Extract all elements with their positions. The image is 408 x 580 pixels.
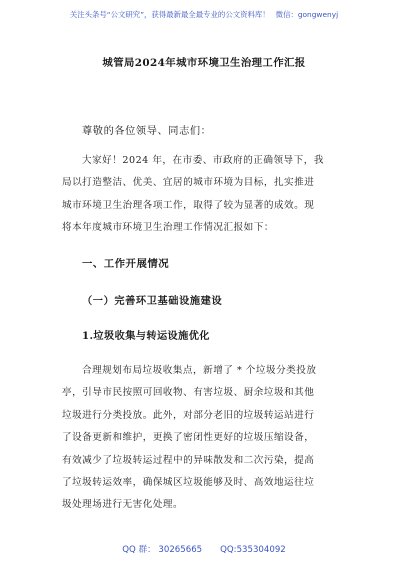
body-line: 了垃圾转运效率，确保城区垃圾能够及时、高效地运往垃	[62, 476, 315, 488]
intro-line-last: 将本年度城市环境卫生治理工作情况汇报如下：	[62, 222, 274, 234]
intro-line: 局以打造整洁、优美、宜居的城市环境为目标，扎实推进	[62, 177, 315, 189]
promo-banner-text: 关注头条号“公文研究”，获得最新最全最专业的公文资料库！	[69, 10, 270, 19]
promo-banner-wechat: 微信：gongwenyj	[275, 10, 339, 19]
footer-qq-group: QQ 群： 30265665	[122, 545, 203, 555]
item-heading: 1.垃圾收集与转运设施优化	[82, 330, 210, 342]
body-paragraph	[62, 360, 352, 517]
body-line-first: 合理规划布局垃圾收集点，新增了 * 个垃圾分类投放	[82, 365, 317, 376]
section-heading-1: 一、工作开展情况	[82, 258, 170, 270]
salutation: 尊敬的各位领导、同志们：	[82, 126, 212, 137]
footer-qq-number: QQ:535304092	[220, 545, 286, 555]
intro-paragraph	[62, 150, 352, 240]
body-line: 垃圾进行分类投放。此外，对部分老旧的垃圾转运站进行	[62, 409, 315, 421]
subsection-heading: （一）完善环卫基础设施建设	[82, 295, 223, 307]
body-line: 亭，引导市民按照可回收物、有害垃圾、厨余垃圾和其他	[62, 387, 315, 399]
intro-line-first: 大家好！2024 年，在市委、市政府的正确领导下，我	[82, 155, 324, 166]
intro-line: 城市环境卫生治理各项工作，取得了较为显著的成效。现	[62, 199, 315, 211]
promo-banner	[0, 10, 408, 20]
body-line-last: 圾处理场进行无害化处理。	[62, 499, 184, 511]
body-line: 了设备更新和维护，更换了密闭性更好的垃圾压缩设备，	[62, 432, 315, 444]
document-title: 城管局2024年城市环境卫生治理工作汇报	[102, 57, 306, 69]
contact-footer	[0, 543, 408, 555]
body-line: 有效减少了垃圾转运过程中的异味散发和二次污染，提高	[62, 454, 315, 466]
